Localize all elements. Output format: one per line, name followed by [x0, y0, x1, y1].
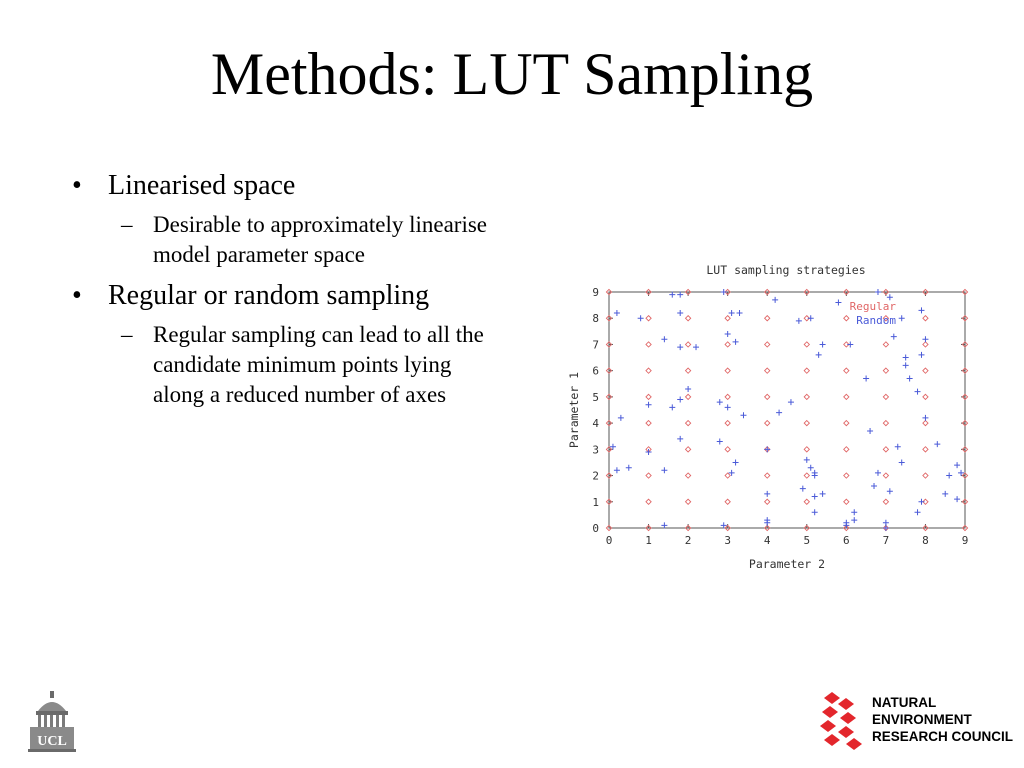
random-point [812, 494, 818, 500]
regular-point [646, 316, 651, 321]
random-point [899, 315, 905, 321]
y-tick-label: 0 [592, 522, 599, 535]
x-tick-label: 5 [803, 534, 811, 547]
random-point [677, 436, 683, 442]
sub-bullet-dash: – [121, 322, 133, 347]
x-tick-label: 7 [882, 534, 890, 547]
regular-point [725, 473, 730, 478]
random-point [804, 457, 810, 463]
regular-point [765, 368, 770, 373]
sub-bullet-item [72, 320, 492, 410]
y-axis-label: Parameter 1 [567, 371, 581, 449]
plot-frame [609, 292, 965, 528]
regular-point [923, 342, 928, 347]
regular-point [765, 342, 770, 347]
sub-bullet-item [72, 210, 492, 270]
random-point [946, 473, 952, 479]
regular-point [725, 447, 730, 452]
bullet-dot: • [72, 280, 82, 311]
random-point [677, 397, 683, 403]
sub-bullet-text: Desirable to approximately linearise model parameter space [153, 212, 488, 267]
nerc-line: ENVIRONMENT [872, 712, 972, 727]
random-point [922, 415, 928, 421]
regular-point [883, 421, 888, 426]
y-tick-label: 1 [592, 495, 599, 509]
random-point [808, 465, 814, 471]
axis-ticks [592, 286, 968, 547]
random-point [812, 473, 818, 479]
random-point [835, 299, 841, 305]
x-tick-label: 1 [645, 534, 652, 547]
y-tick-label: 9 [592, 286, 599, 299]
bullet-list [72, 168, 492, 418]
random-point [626, 465, 632, 471]
random-point [922, 336, 928, 342]
random-point [934, 441, 940, 447]
y-tick-label: 7 [592, 338, 599, 352]
random-point [677, 344, 683, 350]
sub-bullet-text: Regular sampling can lead to all the candidate minimum points lying along a reduced number of axes [153, 322, 484, 407]
regular-point [686, 394, 691, 399]
random-point [847, 341, 853, 347]
regular-point [923, 473, 928, 478]
x-tick-label: 6 [843, 534, 850, 547]
regular-point [844, 447, 849, 452]
regular-point [646, 394, 651, 399]
slide-title: Methods: LUT Sampling [210, 41, 814, 107]
bullet-dot: • [72, 170, 82, 201]
legend-regular: Regular [849, 300, 896, 313]
lut-scatter-chart [562, 260, 982, 580]
y-tick-label: 3 [592, 443, 599, 457]
random-point [725, 331, 731, 337]
random-point [646, 402, 652, 408]
nerc-logo-mark [818, 690, 866, 750]
ucl-logo [26, 689, 78, 753]
regular-point [646, 421, 651, 426]
random-point [875, 470, 881, 476]
random-point [638, 315, 644, 321]
x-axis-label: Parameter 2 [748, 557, 826, 571]
regular-point [646, 342, 651, 347]
regular-point [844, 499, 849, 504]
random-point [851, 509, 857, 515]
random-point [733, 459, 739, 465]
regular-series [606, 289, 967, 530]
random-point [764, 491, 770, 497]
regular-point [804, 421, 809, 426]
chart-title: LUT sampling strategies [706, 263, 866, 277]
regular-point [765, 316, 770, 321]
random-point [669, 292, 675, 298]
regular-point [883, 447, 888, 452]
regular-point [686, 499, 691, 504]
random-point [808, 315, 814, 321]
nerc-line: NATURAL [872, 695, 937, 710]
bullet-item [72, 168, 492, 204]
regular-point [804, 499, 809, 504]
regular-point [923, 447, 928, 452]
random-point [764, 520, 770, 526]
x-tick-label: 3 [724, 534, 731, 547]
y-tick-label: 6 [592, 364, 599, 378]
regular-point [725, 394, 730, 399]
random-point [685, 386, 691, 392]
random-point [903, 362, 909, 368]
regular-point [923, 368, 928, 373]
random-point [812, 509, 818, 515]
random-point [907, 376, 913, 382]
regular-point [883, 473, 888, 478]
regular-point [883, 499, 888, 504]
random-point [915, 389, 921, 395]
legend-random: Random [856, 314, 896, 327]
random-point [796, 318, 802, 324]
random-point [772, 297, 778, 303]
y-tick-label: 8 [592, 312, 599, 326]
random-point [800, 486, 806, 492]
random-point [867, 428, 873, 434]
random-point [661, 336, 667, 342]
random-point [725, 404, 731, 410]
regular-point [646, 473, 651, 478]
random-point [677, 310, 683, 316]
x-tick-label: 8 [922, 534, 929, 547]
regular-point [686, 421, 691, 426]
random-point [740, 412, 746, 418]
regular-point [725, 368, 730, 373]
x-tick-label: 9 [961, 534, 969, 547]
regular-point [686, 316, 691, 321]
random-point [915, 509, 921, 515]
random-point [717, 399, 723, 405]
regular-point [804, 342, 809, 347]
regular-point [686, 342, 691, 347]
regular-point [725, 316, 730, 321]
random-point [614, 467, 620, 473]
random-point [895, 444, 901, 450]
regular-point [646, 499, 651, 504]
random-point [618, 415, 624, 421]
random-point [918, 352, 924, 358]
regular-point [725, 421, 730, 426]
ucl-logo-text: UCL [37, 734, 67, 749]
random-point [871, 483, 877, 489]
regular-point [686, 447, 691, 452]
random-point [954, 496, 960, 502]
random-point [942, 491, 948, 497]
random-point [883, 520, 889, 526]
regular-point [765, 473, 770, 478]
regular-point [883, 342, 888, 347]
nerc-line: RESEARCH COUNCIL [872, 729, 1014, 744]
random-point [669, 404, 675, 410]
regular-point [765, 394, 770, 399]
regular-point [765, 499, 770, 504]
regular-point [686, 473, 691, 478]
regular-point [844, 368, 849, 373]
random-point [717, 438, 723, 444]
random-point [614, 310, 620, 316]
random-point [661, 467, 667, 473]
regular-point [804, 447, 809, 452]
random-point [820, 491, 826, 497]
random-point [954, 462, 960, 468]
random-point [820, 341, 826, 347]
random-point [693, 344, 699, 350]
y-tick-label: 4 [592, 417, 599, 431]
regular-point [646, 368, 651, 373]
bullet-text: Regular or random sampling [108, 280, 430, 311]
random-point [729, 310, 735, 316]
random-point [721, 289, 727, 295]
regular-point [923, 421, 928, 426]
x-tick-label: 0 [605, 534, 613, 547]
regular-point [844, 421, 849, 426]
regular-point [844, 394, 849, 399]
random-point [677, 292, 683, 298]
bullet-text: Linearised space [108, 170, 296, 201]
random-point [733, 339, 739, 345]
regular-point [844, 316, 849, 321]
random-series [610, 289, 964, 531]
regular-point [923, 316, 928, 321]
regular-point [804, 394, 809, 399]
random-point [883, 525, 889, 531]
random-point [918, 307, 924, 313]
nerc-logo-text [872, 694, 1013, 745]
regular-point [765, 421, 770, 426]
random-point [776, 410, 782, 416]
random-point [891, 334, 897, 340]
x-tick-label: 2 [684, 534, 692, 547]
regular-point [804, 368, 809, 373]
random-point [764, 446, 770, 452]
y-tick-label: 2 [592, 469, 599, 483]
random-point [788, 399, 794, 405]
y-tick-label: 5 [592, 390, 599, 404]
bullet-item [72, 278, 492, 314]
regular-point [804, 473, 809, 478]
random-point [851, 517, 857, 523]
random-point [887, 488, 893, 494]
regular-point [883, 368, 888, 373]
regular-point [883, 394, 888, 399]
random-point [863, 376, 869, 382]
regular-point [844, 473, 849, 478]
random-point [737, 310, 743, 316]
regular-point [725, 342, 730, 347]
regular-point [725, 499, 730, 504]
random-point [816, 352, 822, 358]
random-point [918, 499, 924, 505]
random-point [661, 522, 667, 528]
random-point [903, 355, 909, 361]
sub-bullet-dash: – [121, 212, 133, 237]
regular-point [686, 368, 691, 373]
regular-point [923, 394, 928, 399]
x-tick-label: 4 [763, 534, 771, 547]
random-point [875, 289, 881, 295]
random-point [899, 459, 905, 465]
